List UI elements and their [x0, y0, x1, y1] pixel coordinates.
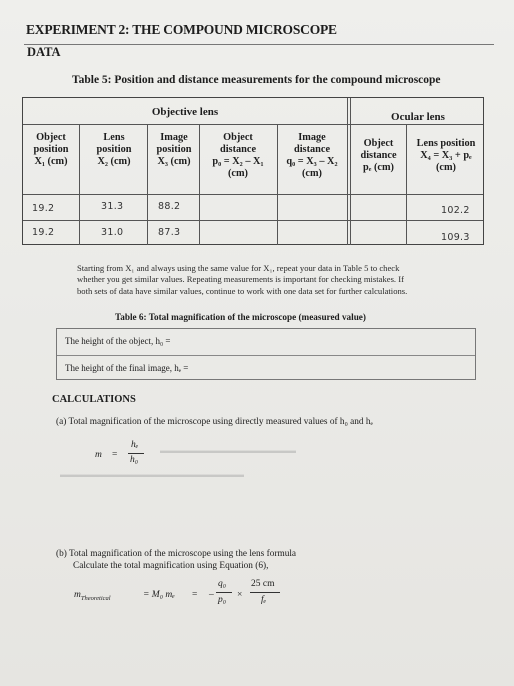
group-ocular: Ocular lens	[391, 111, 445, 123]
row2-x2: 31.0	[101, 227, 124, 238]
paragraph-line: Starting from X₁ and always using the same value for X₁, repeat your data in Table 5 to check	[77, 263, 400, 273]
row1-x3: 88.2	[158, 201, 181, 212]
row2-x3: 87.3	[158, 227, 181, 238]
paragraph-line: whether you get similar values. Repeating measurements is important for checking mistakes. If	[77, 274, 404, 285]
table6-caption: Table 6: Total magnification of the microscope (measured value)	[115, 312, 366, 322]
question-b	[56, 549, 296, 572]
title-divider	[24, 44, 494, 45]
formula-b-times: ×	[237, 590, 243, 600]
col-line	[147, 124, 148, 245]
table6	[56, 328, 476, 380]
header-q0: Image distance q₀ = X₃ – X₂ (cm)	[286, 132, 338, 179]
row1-x2: 31.3	[101, 201, 124, 212]
header-x1: Object position X₁ (cm)	[33, 132, 69, 167]
formula-b-minus: –	[209, 590, 214, 600]
paragraph-line: both sets of data have similar values, continue to work with one data set for further calculations.	[77, 285, 408, 296]
formula-b-num2: 25 cm	[251, 579, 275, 589]
row2-x1: 19.2	[32, 227, 55, 238]
formula-a-denominator: h₀	[130, 455, 139, 465]
formula-b-den2: fₑ	[261, 595, 267, 605]
header-x4: Lens position X₄ = X₃ + pₑ (cm)	[416, 138, 476, 173]
group-separator	[347, 98, 348, 245]
formula-b-num1: q₀	[218, 579, 227, 589]
formula-a-eq: =	[112, 450, 118, 460]
object-height-row: The height of the object, h₀ =	[65, 336, 171, 346]
data-heading: DATA	[27, 45, 61, 59]
col-line	[79, 124, 80, 245]
header-p0: Object distance p₀ = X₂ – X₁ (cm)	[212, 132, 264, 179]
header-x2: Lens position X₂ (cm)	[96, 132, 132, 167]
header-pe: Object distance pₑ (cm)	[360, 138, 397, 173]
formula-b-den1: p₀	[218, 595, 227, 605]
bleed-through-text: ▬▬▬▬▬▬▬▬▬▬▬▬▬▬▬▬▬	[160, 446, 296, 455]
row2-x4: 109.3	[441, 232, 470, 243]
formula-a-numerator: hₑ	[131, 440, 139, 450]
question-a: (a) Total magnification of the microscope using directly measured values of h₀ and hₑ	[56, 417, 373, 427]
formula-b-lhs: $m_{Theoretical}$	[74, 590, 111, 602]
fraction-bar	[216, 592, 232, 593]
question-b-line: (b) Total magnification of the microscope using the lens formula	[56, 549, 297, 559]
table5-group-divider	[23, 124, 483, 125]
fraction-bar	[128, 453, 144, 454]
formula-b-mid: = M₀ mₑ	[143, 590, 175, 600]
row1-x4: 102.2	[441, 205, 470, 216]
bleed-through-text: ▬▬▬▬▬▬▬▬▬▬▬▬▬▬▬▬▬▬▬▬▬▬▬	[60, 470, 244, 479]
formula-b-eq: =	[192, 590, 198, 600]
header-x3: Image position X₃ (cm)	[156, 132, 192, 167]
formula-a-lhs: m	[95, 450, 102, 460]
calculations-heading: CALCULATIONS	[52, 394, 136, 405]
table5-row-divider	[23, 220, 483, 221]
row1-x1: 19.2	[32, 203, 55, 214]
fraction-bar	[250, 592, 280, 593]
image-height-row: The height of the final image, hₑ =	[57, 355, 475, 380]
question-b-line: Calculate the total magnification using Equation (6),	[73, 560, 269, 571]
instruction-paragraph	[77, 263, 477, 297]
page-title: EXPERIMENT 2: THE COMPOUND MICROSCOPE	[26, 22, 337, 37]
table5-header-divider	[23, 194, 483, 195]
table5	[22, 97, 484, 245]
table5-caption: Table 5: Position and distance measurements for the compound microscope	[72, 74, 441, 86]
group-objective: Objective lens	[151, 106, 219, 118]
